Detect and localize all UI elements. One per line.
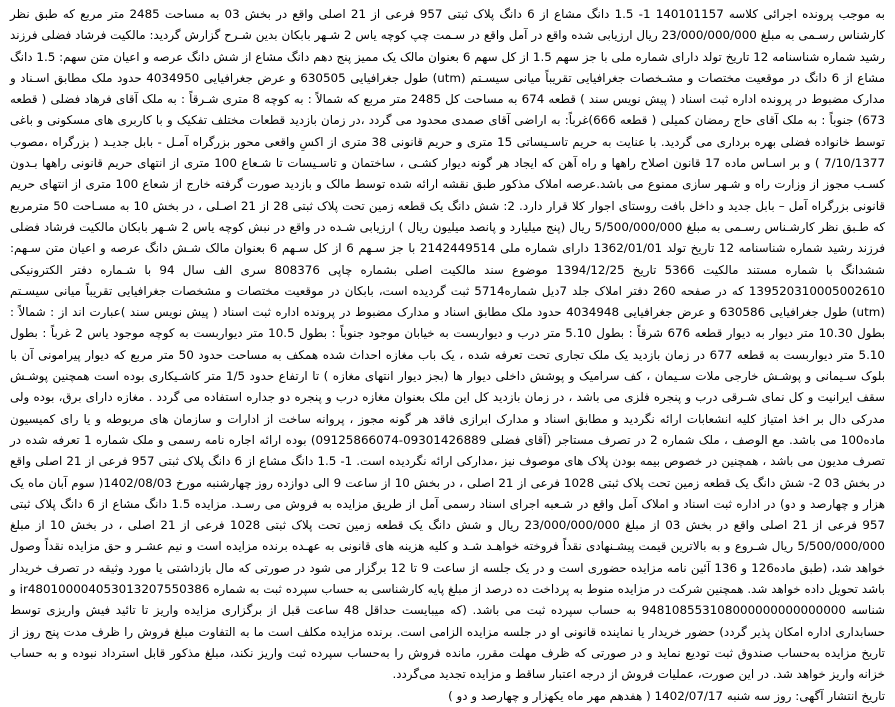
notice-body-text: به موجب پرونده اجرائی کلاسه 140101157 1- 1.5 دانگ مشاع از 6 دانگ پلاک ثبتی 957 فرعی از 21 اصلی واقع در بخش 03 به مساحت 2485 متر مربع که طبق نظر کارشناس رسـمی به مبلغ 23/000/000/000 ریال ارزیابی شده واقع در آمل واقع در سـمت چپ کوچه یاس 2 شـهر بابکان بدین شـرح گزارش گردید: مالکیت فرشاد فضلی فرزند رشید شماره شناسنامه 12 تاریخ تولد دارای شماره ملی با جز سهم 1.5 از کل سهم 6 بعنوان مالک یک ممیز پنج دهم دانگ مشاع از شش دانگ عرصه و اعیان متن سهم: 1.5 دانگ مشاع از 6 دانگ در موقعیت مختصات و مشـخصات جغرافیایی تقریباً میانی سیسـتم (utm) طول جغرافیایی 630505 و عرض جغرافیایی 4034950 حدود ملک مطابق اسـناد و مدارک مضبوط در پرونده اداره ثبت اسناد ( پیش نویس سند ) قطعه 674 به مساحت کل 2485 متر مربع که شمالاً : به کوچه 8 متری شـرقاً : به ملک آقای فرهاد فضلی ( قطعه 673) جنوباً : به ملک آقای حاج رمضان کمیلی ( قطعه 666)غرباً: به اراضی آقای صمدی محدود می گردد ،در زمان بازدید قطعات مختلف تفکیک و با کاربری های مسکونی و باغی توسط خانواده فضلی بهره برداری می گردید. با عنایت به حریم تاسـیساتی 15 متری و حریم قانونی 38 متری از اکسِ واقعی محور بزرگراه آمـل - بابل جدیـد ( بزرگراه ،مصوب 7/10/1377 ) و بر اسـاس ماده 17 قانون اصلاح راهها و راه آهن که ایجاد هر گونه دیوار کشـی ، ساختمان و تاسـیسات تا شـعاع 100 متری از انتهای حریم قانونی راهها بـدون کسـب مجوز از وزارت راه و شـهر سازی ممنوع می باشد.عرصه املاک مذکور طبق نقشه ارائه شده توسط مالک و بازدید صورت گرفته خارج از شعاع 100 متری از انتهای حریم قانونی بزرگراه آمل – بابل جدید و داخل بافت روستای اجوار کلا قرار دارد. 2: شش دانگ یک قطعه زمین تحت پلاک ثبتی 28 از 21 اصـلی ، در بخش 10 به مسـاحت 50 مترمربع که طـبق نظر کارشـناس رسـمی به مبلغ 5/500/000/000 ریال (پنج میلیارد و پانصد میلیون ریال ) ارزیابی شـده در واقع در نبش کوچه یاس 2 شـهر بابکان مالکیت فرشاد فضلی فرزند رشید شماره شناسنامه 12 تاریخ تولد 1362/01/01 دارای شماره ملی 2142449514 با جز سـهم 6 از کل سـهم 6 بعنوان مالک شـش دانگ عرصه و اعیان متن سـهم: ششدانگ با شماره مستند مالکیت 5366 تاریخ 1394/12/25 موضوع سند مالکیت اصلی بشماره چاپی 808376 سری الف سال 94 با شـماره دفتر الکترونیکی 139520310005002610 که در صفحه 260 دفتر املاک جلد 7دیل شماره5714 ثبت گردیده است، بابکان در موقعیت مختصات و مشخصات جغرافیایی تقریباً میانی سیسـتم (utm) طول جغرافیایی 630586 و عرض جغرافیایی 4034948 حدود ملک مطابق اسناد و مدارک مضبوط در پرونده اداره ثبت اسناد ( پیش نویس سند )عبارت اند از : شمالاً : بطول 10.30 متر دیوار به دیوار قطعه 676 شرقاً : بطول 5.10 متر درب و دیواربست به خیابان موجود جنوباً : بطول 10.5 متر دیواربست به کوچه موجود یاس 2 غرباً : بطول 5.10 متر دیواربست به قطعه 677 در زمان بازدید یک ملک تجاری تحت تعرفه شده ، یک باب مغازه احداث شده همکف به مساحت حدود 50 متر مربع که دیوار پیرامونی آن با بلوک سـیمانی و پوشـش خارجی ملات سـیمان ، کف سرامیک و پوشش داخلی دیوار ها (بجز دیوار انتهای مغازه ) تا ارتفاع حدود 1/5 متر کاشـیکاری بوده است همچنین پوشـش سقف ایرانیت و کل نمای شـرقی درب و پنجره فلزی می باشد ، در زمان بازدید کل این ملک بعنوان مغازه درب و پنجره دو جداره استفاده می گردد . مغازه دارای برق، بوده ولی مدرکی دال بر اخذ امتیاز کلیه انشعابات ارائه نگردید و مطابق اسناد و مدارک ابرازی فاقد هر گونه مجوز ، پروانه ساخت از ادارات و سازمان های مربوطه و یا رای کمیسیون ماده100 می باشد. مع الوصف ، ملک شماره 2 در تصرف مستاجر (آقای فضلی 09301426889-09125866074) بوده ارائه اجاره نامه رسمی و ملک شماره 1 تعرفه شده در تصرف مدیون می باشد ، همچنین در خصوص بیمه بودن پلاک های موصوف نیز ،مدارکی ارائه نگردیده است. 1- 1.5 دانگ مشاع از 6 دانگ پلاک ثبتی 957 فرعی از 21 اصلی واقع در بخش 03 2- شش دانگ یک قطعه زمین تحت پلاک ثبتی 1028 فرعی از 21 اصلی ، در بخش 10 از ساعت 9 الی دوازده روز چهارشنبه مورخ 1402/08/03( سوم آبان ماه یک هزار و چهارصد و دو) در اداره ثبت اسناد و املاک آمل واقع در شـعبه اجرای اسناد رسمی آمل از طریق مزایده به فروش می رسـد. مزایده 1.5 دانگ مشاع از 6 دانگ پلاک ثبتی 957 فرعی از 21 اصلی واقع در بخش 03 از مبلغ 23/000/000/000 ریال و شش دانگ یک قطعه زمین تحت پلاک ثبتی 1028 فرعی از 21 اصلی ، در بخش 10 از مبلغ 5/500/000/000 ریال شـروع و به بالاترین قیمت پیشـنهادی نقداً فروخته خواهـد شـد و کلیه هزینه های قانونی به عهـده برنده مزایده است و نیم عشـر و حق مزایده نقداً وصول خواهد شد، (طبق ماده126 و 136 آئین نامه مزایده حضوری است و در یک جلسه از ساعت 9 تا 12 برگزار می شود در صورتی که مال بازداشتی یا مورد وثیقه در تصرف خریدار باشد تحویل داده خواهد شد. همچنین شرکت در مزایده منوط به پرداخت ده درصد از مبلغ پایه کارشناسی به حساب سپرده ثبت به شماره ir480100004053013207550386 و شناسه 948108553108000000000000000 به حساب سپرده ثبت می باشد. (که میبایست حداقل 48 ساعت قبل از برگزاری مزایده واریز تا تائید فیش واریزی توسط حسابداری اداره امکان پذیر گردد) حضور خریدار یا نماینده قانونی او در جلسه مزایده الزامی است. برنده مزایده مکلف است ما به التفاوت مبلغ فروش را ظرف مدت پنج روز از تاریخ مزایده به‌حساب صندوق ثبت تودیع نماید و در صورتی که ظرف مهلت مقرر، مانده فروش را به‌حساب سپرده ثبت واریز نکند، مبلغ مذکور قابل استرداد نبوده و به حساب خزانه واریز خواهد شد. در این صورت، عملیات فروش از درجه اعتبار ساقط و مزایده تجدید می‌گردد. (10, 7, 886, 682)
publish-date-line: تاریخ انتشار آگهی: روز سه شنبه 1402/07/17 ( هفدهم مهر ماه یکهزار و چهارصد و دو ) (448, 688, 885, 703)
